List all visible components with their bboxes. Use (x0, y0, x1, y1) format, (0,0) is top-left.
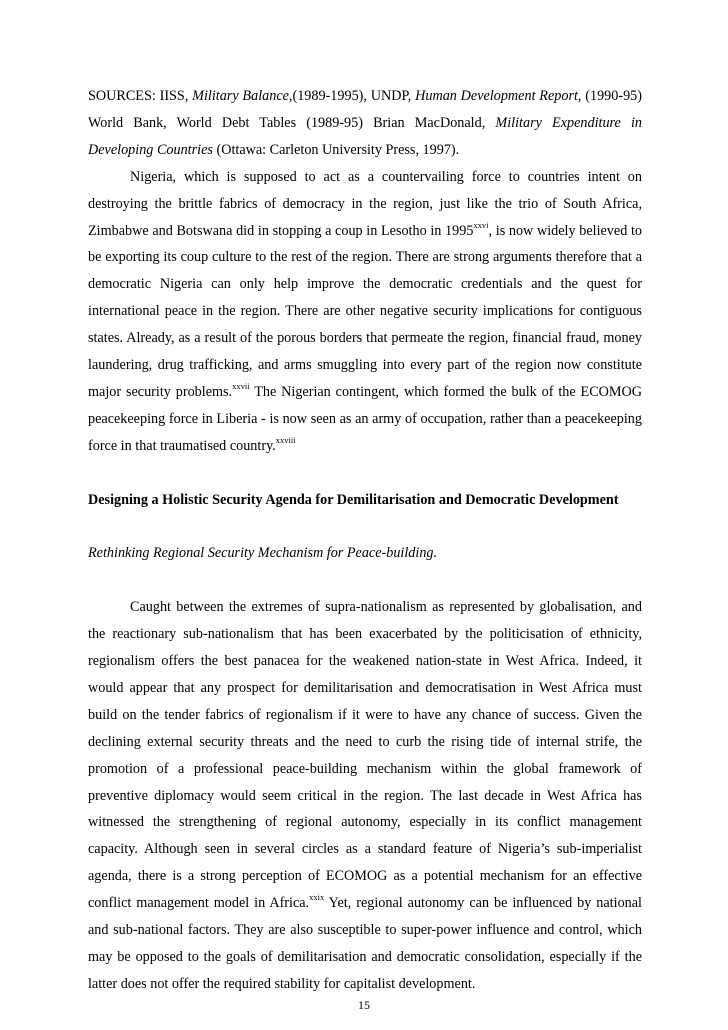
sources-label: SOURCES: IISS, (88, 88, 193, 104)
source-title-human-development-report: Human Development Report (415, 88, 578, 104)
paragraph-text: Caught between the extremes of supra-nationalism as represented by globalisation, and the reactionary sub-nationalism that has been exacerbated by the politicisation of ethnicity, regionalism offers the best panacea for the weakened nation-state in West Africa. Indeed, it would appear that any prospect for demilitarisation and democratisation in West Africa must build on the tender fabrics of regionalism if it were to have any chance of success. Given the declining external security threats and the need to curb the rising tide of internal strife, the promotion of a professional peace-building mechanism within the global framework of preventive diplomacy would seem critical in the region. The last decade in West Africa has witnessed the strengthening of regional autonomy, especially in its conflict management capacity. Although seen in several circles as a standard feature of Nigeria’s sub-imperialist agenda, there is a strong perception of ECOMOG as a potential mechanism for an effective conflict management model in Africa. (88, 599, 642, 912)
sources-text: (Ottawa: Carleton University Press, 1997). (212, 141, 460, 158)
section-heading: Designing a Holistic Security Agenda for Demilitarisation and Democratic Development (88, 491, 619, 508)
paragraph-text: Nigeria, which is supposed to act as a countervailing force to countries intent on destroying the brittle fabrics of democracy in the region, just like the trio of South Africa, Zimbabwe and Botswana did in stopping a coup in Lesotho in 1995 (88, 168, 642, 239)
endnote-marker: xxvi (473, 219, 489, 230)
source-title-military-balance: Military Balance (192, 88, 289, 104)
source-title-military-expenditure: Military Expenditure in Developing Countries (88, 114, 643, 158)
paragraph-text: Yet, regional autonomy can be influenced by national and sub-national factors. They are also susceptible to super-power influence and control, which may be opposed to the goals of demilitarisation and democratic consolidation, especially if the latter does not offer the required stability for capitalist development. (88, 895, 642, 992)
sources-note (88, 83, 642, 164)
sources-text: , (1990-95) World Bank, World Debt Tables (1989-95) Brian MacDonald, (88, 88, 642, 131)
paragraph-text: , is now widely believed to be exporting its coup culture to the rest of the region. There are strong arguments therefore that a democratic Nigeria can only help improve the democratic credentials and the quest for international peace in the region. There are other negative security implications for contiguous states. Already, as a result of the porous borders that permeate the region, financial fraud, money laundering, drug trafficking, and arms smuggling into every part of the region now constitute major security problems. (88, 222, 642, 400)
endnote-marker: xxviii (275, 435, 296, 446)
spacer (88, 513, 642, 540)
endnote-marker: xxvii (232, 381, 250, 392)
body-paragraph-nigeria (88, 164, 642, 460)
spacer (88, 567, 642, 594)
page-number: 15 (358, 998, 370, 1012)
endnote-marker: xxix (309, 892, 325, 903)
page-content (88, 83, 642, 998)
body-paragraph-regionalism (88, 594, 642, 998)
spacer (88, 460, 642, 487)
sources-text: ,(1989-1995), UNDP, (288, 88, 416, 104)
subsection-heading: Rethinking Regional Security Mechanism for Peace-building. (88, 545, 438, 562)
paragraph-text: The Nigerian contingent, which formed the bulk of the ECOMOG peacekeeping force in Liberia - is now seen as an army of occupation, rather than a peacekeeping force in that traumatised country. (88, 383, 643, 454)
